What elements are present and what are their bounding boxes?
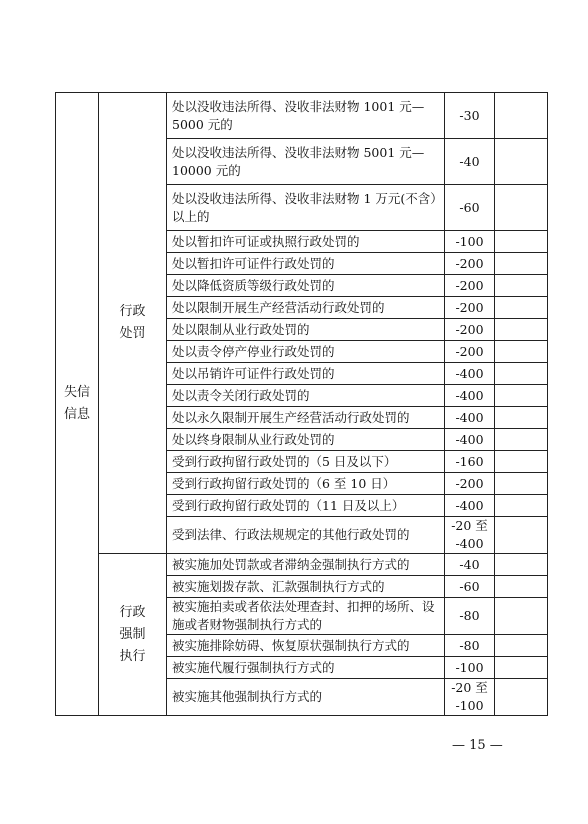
item-description: 被实施划拨存款、汇款强制执行方式的 <box>167 576 445 598</box>
item-score: -20 至 -100 <box>445 679 495 716</box>
empty-cell <box>495 185 548 231</box>
empty-cell <box>495 139 548 185</box>
item-score: -200 <box>445 319 495 341</box>
item-score: -80 <box>445 598 495 635</box>
empty-cell <box>495 451 548 473</box>
empty-cell <box>495 554 548 576</box>
table-row <box>56 93 548 139</box>
item-description: 处以永久限制开展生产经营活动行政处罚的 <box>167 407 445 429</box>
item-score: -100 <box>445 657 495 679</box>
empty-cell <box>495 429 548 451</box>
table-body <box>56 93 548 716</box>
item-description: 处以限制从业行政处罚的 <box>167 319 445 341</box>
item-description: 被实施拍卖或者依法处理查封、扣押的场所、设施或者财物强制执行方式的 <box>167 598 445 635</box>
empty-cell <box>495 231 548 253</box>
item-score: -60 <box>445 185 495 231</box>
item-description: 处以暂扣许可证或执照行政处罚的 <box>167 231 445 253</box>
item-score: -200 <box>445 341 495 363</box>
item-score: -40 <box>445 554 495 576</box>
item-score: -200 <box>445 297 495 319</box>
item-description: 受到法律、行政法规规定的其他行政处罚的 <box>167 517 445 554</box>
empty-cell <box>495 93 548 139</box>
item-score: -30 <box>445 93 495 139</box>
item-score: -100 <box>445 231 495 253</box>
empty-cell <box>495 385 548 407</box>
empty-cell <box>495 495 548 517</box>
empty-cell <box>495 341 548 363</box>
page-number: — 15 — <box>452 738 503 753</box>
item-description: 被实施排除妨碍、恢复原状强制执行方式的 <box>167 635 445 657</box>
category-cell <box>56 93 99 716</box>
category-label: 失信信息 <box>63 385 90 422</box>
group-label: 行政强制执行 <box>119 604 146 664</box>
item-description: 处以没收违法所得、没收非法财物 5001 元—10000 元的 <box>167 139 445 185</box>
empty-cell <box>495 319 548 341</box>
item-score: -200 <box>445 473 495 495</box>
item-score: -400 <box>445 385 495 407</box>
item-description: 受到行政拘留行政处罚的（11 日及以上） <box>167 495 445 517</box>
empty-cell <box>495 635 548 657</box>
item-description: 处以没收违法所得、没收非法财物 1001 元—5000 元的 <box>167 93 445 139</box>
item-description: 被实施其他强制执行方式的 <box>167 679 445 716</box>
item-score: -400 <box>445 495 495 517</box>
item-score: -400 <box>445 407 495 429</box>
item-description: 处以吊销许可证件行政处罚的 <box>167 363 445 385</box>
item-score: -80 <box>445 635 495 657</box>
item-description: 处以责令关闭行政处罚的 <box>167 385 445 407</box>
item-score: -200 <box>445 253 495 275</box>
empty-cell <box>495 297 548 319</box>
group-cell <box>99 93 167 554</box>
item-score: -20 至 -400 <box>445 517 495 554</box>
item-score: -160 <box>445 451 495 473</box>
empty-cell <box>495 517 548 554</box>
empty-cell <box>495 576 548 598</box>
item-description: 处以没收违法所得、没收非法财物 1 万元(不含）以上的 <box>167 185 445 231</box>
empty-cell <box>495 363 548 385</box>
empty-cell <box>495 657 548 679</box>
item-score: -60 <box>445 576 495 598</box>
item-description: 被实施加处罚款或者滞纳金强制执行方式的 <box>167 554 445 576</box>
empty-cell <box>495 407 548 429</box>
item-description: 处以暂扣许可证件行政处罚的 <box>167 253 445 275</box>
item-description: 受到行政拘留行政处罚的（6 至 10 日） <box>167 473 445 495</box>
table-row <box>56 554 548 576</box>
empty-cell <box>495 679 548 716</box>
empty-cell <box>495 598 548 635</box>
item-score: -40 <box>445 139 495 185</box>
item-description: 处以责令停产停业行政处罚的 <box>167 341 445 363</box>
item-description: 处以降低资质等级行政处罚的 <box>167 275 445 297</box>
group-label: 行政处罚 <box>119 304 146 341</box>
item-score: -400 <box>445 363 495 385</box>
empty-cell <box>495 275 548 297</box>
credit-score-table <box>55 92 548 716</box>
group-cell <box>99 554 167 716</box>
empty-cell <box>495 253 548 275</box>
item-description: 受到行政拘留行政处罚的（5 日及以下） <box>167 451 445 473</box>
item-description: 处以限制开展生产经营活动行政处罚的 <box>167 297 445 319</box>
item-score: -400 <box>445 429 495 451</box>
item-description: 被实施代履行强制执行方式的 <box>167 657 445 679</box>
item-score: -200 <box>445 275 495 297</box>
item-description: 处以终身限制从业行政处罚的 <box>167 429 445 451</box>
empty-cell <box>495 473 548 495</box>
